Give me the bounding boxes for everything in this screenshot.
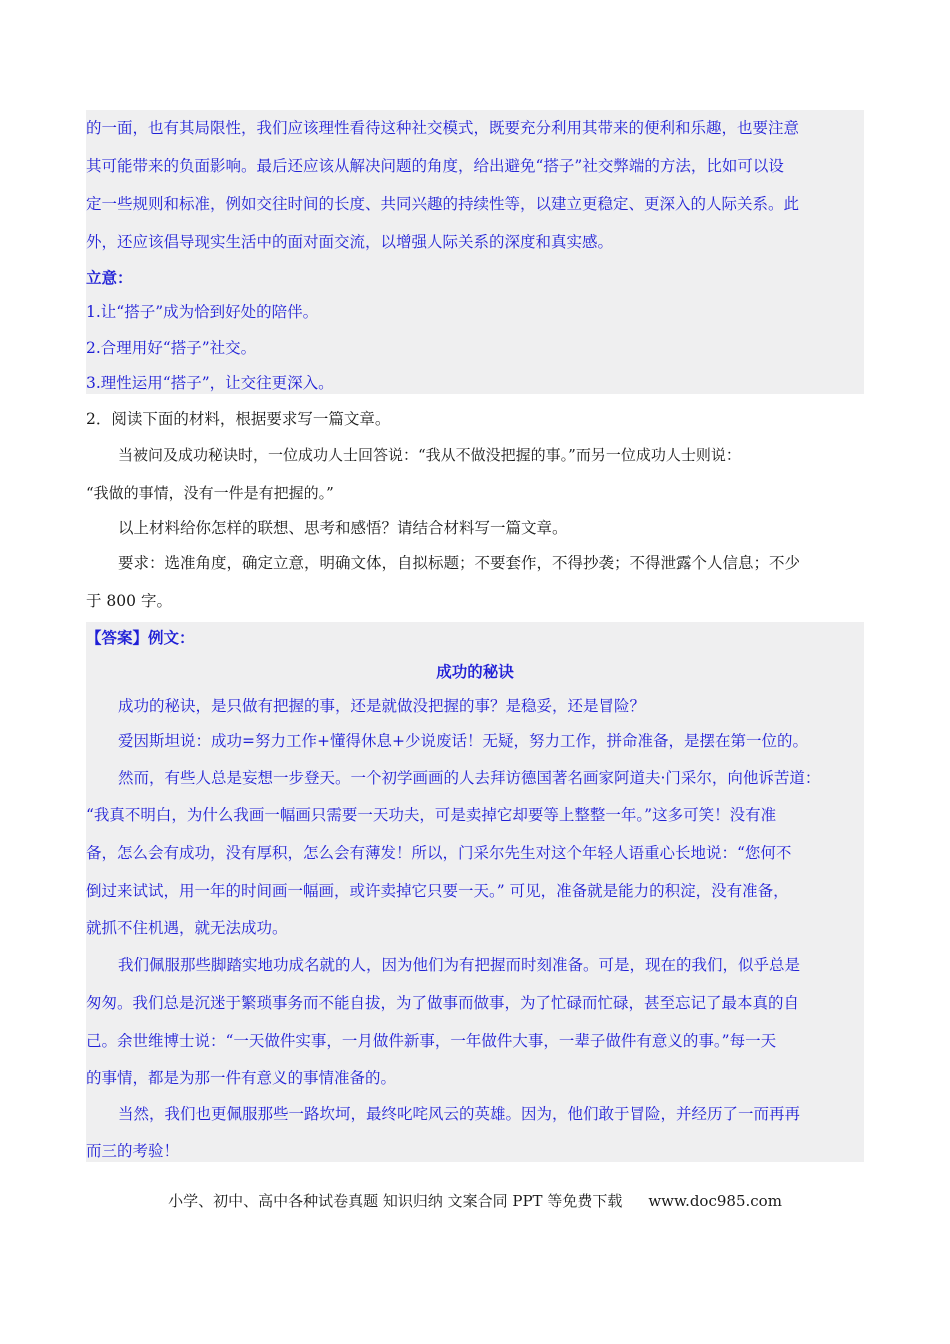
intent-item: 2.合理用好“搭子”社交。 <box>86 339 257 357</box>
essay-paragraph: 爱因斯坦说：成功=努力工作+懂得休息+少说废话！无疑，努力工作，拼命准备，是摆在第一位的。 <box>118 732 808 750</box>
answer-label: 【答案】例文： <box>86 628 195 647</box>
analysis-line: 外，还应该倡导现实生活中的面对面交流，以增强人际关系的深度和真实感。 <box>86 233 614 251</box>
essay-title: 成功的秘诀 <box>436 662 514 681</box>
essay-paragraph: 然而，有些人总是妄想一步登天。一个初学画画的人去拜访德国著名画家阿道夫·门采尔，向他诉苦道： <box>118 769 821 787</box>
essay-paragraph: 成功的秘诀，是只做有把握的事，还是就做没把握的事？是稳妥，还是冒险？ <box>118 697 646 715</box>
essay-paragraph: 当然，我们也更佩服那些一路坎坷，最终叱咤风云的英雄。因为，他们敢于冒险，并经历了一而再再 <box>118 1105 801 1123</box>
essay-line: 就抓不住机遇，就无法成功。 <box>86 919 288 937</box>
essay-line: “我真不明白，为什么我画一幅画只需要一天功夫，可是卖掉它却要等上整整一年。”这多可笑！没有准 <box>86 806 777 824</box>
essay-line: 己。余世维博士说：“一天做件实事，一月做件新事，一年做件大事，一辈子做件有意义的事。”每一天 <box>86 1032 777 1050</box>
material-text: “我做的事情，没有一件是有把握的。” <box>86 484 334 502</box>
intent-item: 1.让“搭子”成为恰到好处的陪伴。 <box>86 303 319 321</box>
requirement-text: 于 800 字。 <box>86 592 172 610</box>
analysis-line: 定一些规则和标准，例如交往时间的长度、共同兴趣的持续性等，以建立更稳定、更深入的人际关系。此 <box>86 195 800 213</box>
footer-text: 小学、初中、高中各种试卷真题 知识归纳 文案合同 PPT 等免费下载 <box>168 1192 623 1210</box>
essay-line: 倒过来试试，用一年的时间画一幅画，或许卖掉它只要一天。” 可见，准备就是能力的积淀，没有准备， <box>86 882 789 900</box>
essay-line: 备，怎么会有成功，没有厚积，怎么会有薄发！所以，门采尔先生对这个年轻人语重心长地说：“您何不 <box>86 844 792 862</box>
page-footer <box>0 1190 950 1211</box>
intent-heading: 立意： <box>86 268 133 287</box>
essay-line: 匆匆。我们总是沉迷于繁琐事务而不能自拔，为了做事而做事，为了忙碌而忙碌，甚至忘记了最本真的自 <box>86 994 800 1012</box>
intent-item: 3.理性运用“搭子”，让交往更深入。 <box>86 374 334 392</box>
analysis-line: 的一面，也有其局限性，我们应该理性看待这种社交模式，既要充分利用其带来的便利和乐趣，也要注意 <box>86 119 800 137</box>
essay-paragraph: 我们佩服那些脚踏实地功成名就的人，因为他们为有把握而时刻准备。可是，现在的我们，似乎总是 <box>118 956 801 974</box>
question-prompt: 2．阅读下面的材料，根据要求写一篇文章。 <box>86 410 391 428</box>
material-text: 当被问及成功秘诀时，一位成功人士回答说：“我从不做没把握的事。”而另一位成功人士则说： <box>118 446 741 464</box>
analysis-line: 其可能带来的负面影响。最后还应该从解决问题的角度，给出避免“搭子”社交弊端的方法，比如可以设 <box>86 157 784 175</box>
task-text: 以上材料给你怎样的联想、思考和感悟？请结合材料写一篇文章。 <box>118 519 568 537</box>
essay-line: 而三的考验！ <box>86 1142 180 1160</box>
footer-url[interactable]: www.doc985.com <box>648 1192 782 1210</box>
requirement-text: 要求：选准角度，确定立意，明确文体，自拟标题；不要套作，不得抄袭；不得泄露个人信息；不少 <box>118 554 801 572</box>
essay-line: 的事情，都是为那一件有意义的事情准备的。 <box>86 1069 397 1087</box>
